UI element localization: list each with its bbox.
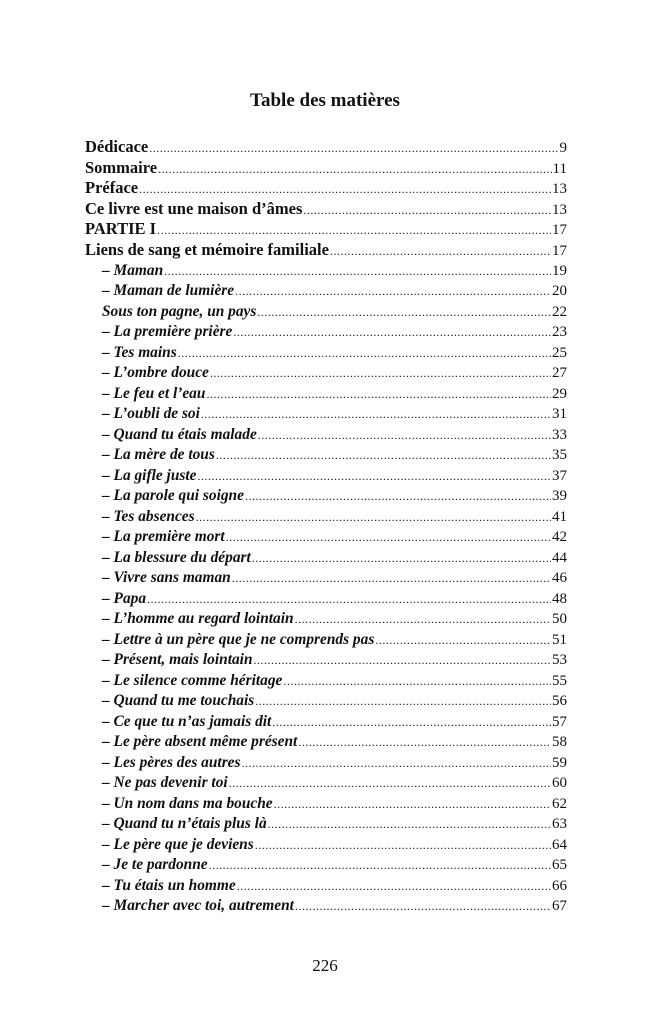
toc-entry-page: 58 [552,734,567,751]
toc-entry-title: – Ne pas devenir toi [102,774,228,792]
toc-entry-page: 48 [552,590,567,607]
toc-entry-page: 31 [552,406,567,423]
toc-entry-page: 39 [552,488,567,505]
toc-entry-title: PARTIE I [85,219,157,239]
toc-entry-page: 27 [552,365,567,382]
toc-entry-title: – Tes mains [102,343,177,361]
toc-entry-title: – Le père que je deviens [102,835,254,853]
toc-subentry [85,814,567,835]
toc-subentry [85,527,567,548]
dot-leader [235,281,551,302]
dot-leader [147,589,551,610]
dot-leader [178,343,551,364]
toc-subentry [85,712,567,733]
dot-leader [257,302,551,323]
toc-subentry [85,630,567,651]
toc-subentry [85,404,567,425]
toc-subentry [85,896,567,917]
toc-subentry [85,753,567,774]
toc-entry-title: – Ce que tu n’as jamais dit [102,712,272,730]
dot-leader [232,568,551,589]
toc-entry-page: 56 [552,693,567,710]
toc-entry-page: 65 [552,857,567,874]
toc-subentry [85,650,567,671]
toc-entry-title: – Lettre à un père que je ne comprends pas [102,630,375,648]
toc-entry-title: – La première prière [102,323,233,341]
toc-subentry [85,589,567,610]
toc-entry-title: – Quand tu étais malade [102,425,257,443]
dot-leader [229,773,551,794]
dot-leader [196,507,551,528]
toc-entry-page: 19 [552,262,567,279]
toc-entry-title: – Marcher avec toi, autrement [102,897,294,915]
toc-entry [85,158,567,179]
toc-entry-title: Sous ton pagne, un pays [102,302,257,320]
toc-subentry [85,486,567,507]
dot-leader [258,425,551,446]
toc-entry-title: – Le père absent même présent [102,733,298,751]
dot-leader [197,466,551,487]
dot-leader [303,200,551,221]
toc-entry-title: – La mère de tous [102,446,215,464]
toc-subentry [85,855,567,876]
dot-leader [255,691,551,712]
toc-entry-page: 11 [552,160,567,177]
dot-leader [295,896,551,917]
toc-subentry [85,384,567,405]
toc-entry-title: – La parole qui soigne [102,487,244,505]
dot-leader [242,753,551,774]
toc-subentry [85,281,567,302]
toc-entry-title: – Vivre sans maman [102,569,231,587]
toc-entry-page: 37 [552,467,567,484]
toc-entry-title: – Maman [102,261,164,279]
toc-entry-title: – La première mort [102,528,225,546]
dot-leader [226,527,551,548]
toc-subentry [85,548,567,569]
toc-entry-page: 33 [552,426,567,443]
toc-entry-page: 66 [552,877,567,894]
toc-subentry [85,671,567,692]
dot-leader [375,630,551,651]
page-number: 226 [312,956,338,975]
toc-entry-title: – Les pères des autres [102,753,241,771]
toc-entry-title: – Papa [102,589,147,607]
toc-entry-title: – L’ombre douce [102,364,209,382]
toc-entry-page: 13 [552,201,567,218]
dot-leader [149,138,558,159]
dot-leader [158,159,551,180]
toc-subentry [85,343,567,364]
toc-entry-title: – La blessure du départ [102,548,251,566]
page-title: Table des matières [250,90,400,111]
toc-subentry [85,425,567,446]
toc-entry-page: 13 [552,181,567,198]
toc-entry-page: 63 [552,816,567,833]
toc-entry-title: – La gifle juste [102,466,197,484]
toc-subentry [85,876,567,897]
toc-entry-title: – Quand tu me touchais [102,692,255,710]
dot-leader [255,835,551,856]
table-of-contents [85,137,567,917]
toc-subentry [85,466,567,487]
toc-entry-page: 64 [552,836,567,853]
dot-leader [139,179,551,200]
toc-entry-title: Ce livre est une maison d’âmes [85,198,303,218]
dot-leader [245,486,551,507]
toc-entry-title: Préface [85,178,139,198]
dot-leader [206,384,551,405]
toc-entry-title: – Le feu et l’eau [102,384,206,402]
toc-entry [85,240,567,261]
toc-entry-page: 57 [552,713,567,730]
toc-entry-page: 44 [552,549,567,566]
dot-leader [268,814,551,835]
toc-subentry [85,568,567,589]
toc-subentry [85,322,567,343]
toc-subentry [85,732,567,753]
toc-entry-title: – Quand tu n’étais plus là [102,815,267,833]
toc-entry-page: 51 [552,631,567,648]
toc-entry-page: 46 [552,570,567,587]
dot-leader [274,794,551,815]
toc-entry-page: 23 [552,324,567,341]
toc-subentry [85,609,567,630]
toc-entry-page: 59 [552,754,567,771]
toc-entry-page: 17 [552,222,567,239]
dot-leader [210,363,551,384]
dot-leader [157,220,551,241]
toc-entry-title: – Tes absences [102,507,195,525]
toc-entry-title: – Le silence comme héritage [102,671,283,689]
toc-subentry [85,794,567,815]
dot-leader [330,241,551,262]
toc-subentry [85,363,567,384]
toc-entry-page: 62 [552,795,567,812]
dot-leader [272,712,551,733]
dot-leader [252,548,551,569]
dot-leader [237,876,551,897]
toc-entry-page: 17 [552,242,567,259]
toc-entry-page: 42 [552,529,567,546]
toc-entry-title: – L’oubli de soi [102,405,200,423]
dot-leader [295,609,551,630]
toc-entry-page: 53 [552,652,567,669]
toc-entry-title: Dédicace [85,137,149,156]
toc-subentry [85,691,567,712]
toc-entry-page: 50 [552,611,567,628]
toc-entry-page: 55 [552,672,567,689]
toc-entry-page: 25 [552,344,567,361]
toc-subentry [85,835,567,856]
toc-subentry [85,261,567,282]
toc-entry-title: – Tu étais un homme [102,876,236,894]
dot-leader [233,322,551,343]
dot-leader [216,445,551,466]
toc-entry-title: – Présent, mais lointain [102,651,253,669]
toc-entry [85,137,567,158]
toc-entry-page: 20 [552,283,567,300]
toc-entry-page: 67 [552,898,567,915]
toc-subentry [85,302,567,323]
toc-entry-title: – Maman de lumière [102,282,235,300]
dot-leader [164,261,551,282]
dot-leader [201,404,551,425]
dot-leader [298,732,551,753]
toc-entry [85,219,567,240]
toc-subentry [85,773,567,794]
toc-entry-page: 29 [552,385,567,402]
toc-subentry [85,507,567,528]
toc-entry [85,178,567,199]
dot-leader [283,671,551,692]
toc-entry-page: 35 [552,447,567,464]
toc-entry-title: – L’homme au regard lointain [102,610,294,628]
toc-entry-page: 9 [559,140,567,156]
toc-subentry [85,445,567,466]
toc-entry-title: Sommaire [85,157,158,177]
toc-entry-title: – Un nom dans ma bouche [102,794,273,812]
dot-leader [254,650,551,671]
toc-entry [85,199,567,220]
dot-leader [209,855,551,876]
toc-entry-title: Liens de sang et mémoire familiale [85,239,329,259]
toc-entry-page: 41 [552,508,567,525]
toc-entry-page: 22 [552,303,567,320]
toc-entry-title: – Je te pardonne [102,856,208,874]
toc-entry-page: 60 [552,775,567,792]
